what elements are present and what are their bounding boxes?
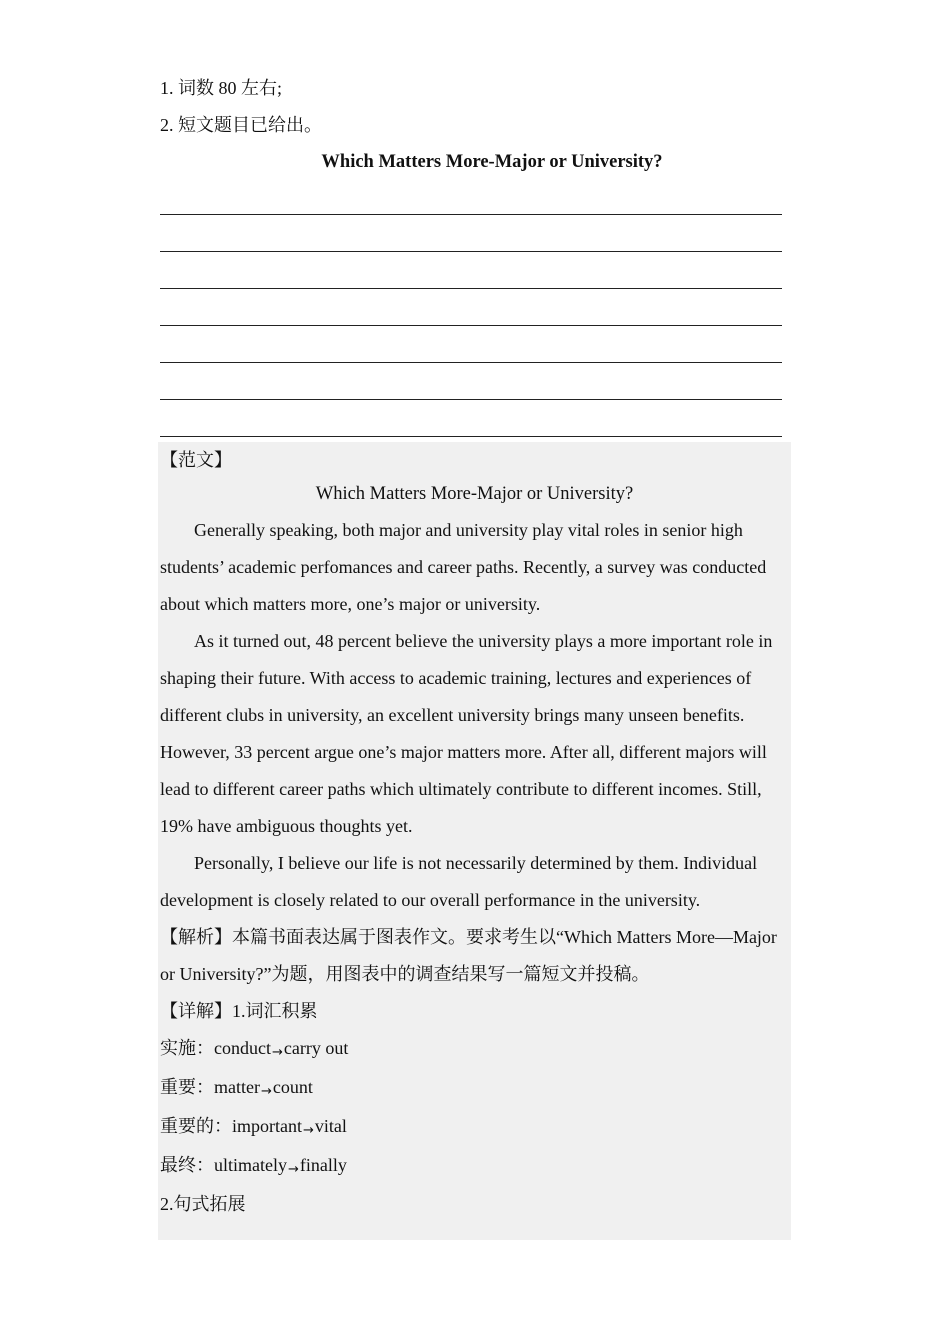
requirement-2: 2. 短文题目已给出。 xyxy=(160,115,322,135)
blank-writing-line[interactable] xyxy=(160,367,790,404)
model-paragraph-1: Generally speaking, both major and university play vital roles in senior high students’ academic perfomances and career paths. Recently, a survey was conducted about which matters more, one’s major or university. xyxy=(160,520,767,614)
question-section xyxy=(160,72,790,441)
blank-writing-line[interactable] xyxy=(160,293,790,330)
vocab-label: 最终： xyxy=(160,1155,214,1175)
arrow-icon: → xyxy=(260,1084,272,1099)
vocab-label: 实施： xyxy=(160,1038,214,1058)
vocab-synonym: count xyxy=(272,1077,313,1097)
vocab-label: 重要： xyxy=(160,1077,214,1097)
vocab-synonym: carry out xyxy=(283,1038,349,1058)
model-paragraph-2: As it turned out, 48 percent believe the university plays a more important role in shaping their future. With access to academic training, lectures and experiences of different clubs in university, an excellent university brings many unseen benefits. However, 33 percent argue one’s major matters more. After all, different majors will lead to different career paths which ultimately contribute to different incomes. Still, 19% have ambiguous thoughts yet. xyxy=(160,631,773,836)
requirement-1: 1. 词数 80 左右; xyxy=(160,78,283,98)
vocab-item xyxy=(160,1147,791,1186)
blank-writing-line[interactable] xyxy=(160,404,790,441)
arrow-icon: → xyxy=(287,1162,299,1177)
sentence-heading: 2.句式拓展 xyxy=(160,1194,246,1214)
blank-writing-line[interactable] xyxy=(160,182,790,219)
blank-writing-line[interactable] xyxy=(160,330,790,367)
vocab-label: 重要的： xyxy=(160,1116,232,1136)
vocab-word: important xyxy=(232,1116,302,1136)
arrow-icon: → xyxy=(271,1045,283,1060)
vocab-synonym: finally xyxy=(299,1155,347,1175)
essay-title: Which Matters More-Major or University? xyxy=(321,152,663,172)
vocab-word: matter xyxy=(214,1077,260,1097)
detail-heading: 【详解】1.词汇积累 xyxy=(160,1001,318,1021)
blank-writing-line[interactable] xyxy=(160,219,790,256)
model-paragraph-3: Personally, I believe our life is not necessarily determined by them. Individual development is closely related to our overall performance in the university. xyxy=(160,853,758,910)
model-essay-label: 【范文】 xyxy=(160,450,232,470)
vocab-word: conduct xyxy=(214,1038,271,1058)
vocab-synonym: vital xyxy=(314,1116,347,1136)
vocab-word: ultimately xyxy=(214,1155,287,1175)
blank-writing-line[interactable] xyxy=(160,256,790,293)
answer-panel xyxy=(158,442,791,1240)
vocab-item xyxy=(160,1108,791,1147)
arrow-icon: → xyxy=(303,1123,314,1138)
analysis-text: 【解析】本篇书面表达属于图表作文。要求考生以“Which Matters More—Major or University?”为题，用图表中的调查结果写一篇短文并投稿。 xyxy=(160,927,777,984)
vocab-item xyxy=(160,1069,791,1108)
writing-lines xyxy=(160,182,790,441)
vocab-item xyxy=(160,1030,791,1069)
model-essay-title: Which Matters More-Major or University? xyxy=(315,484,634,504)
